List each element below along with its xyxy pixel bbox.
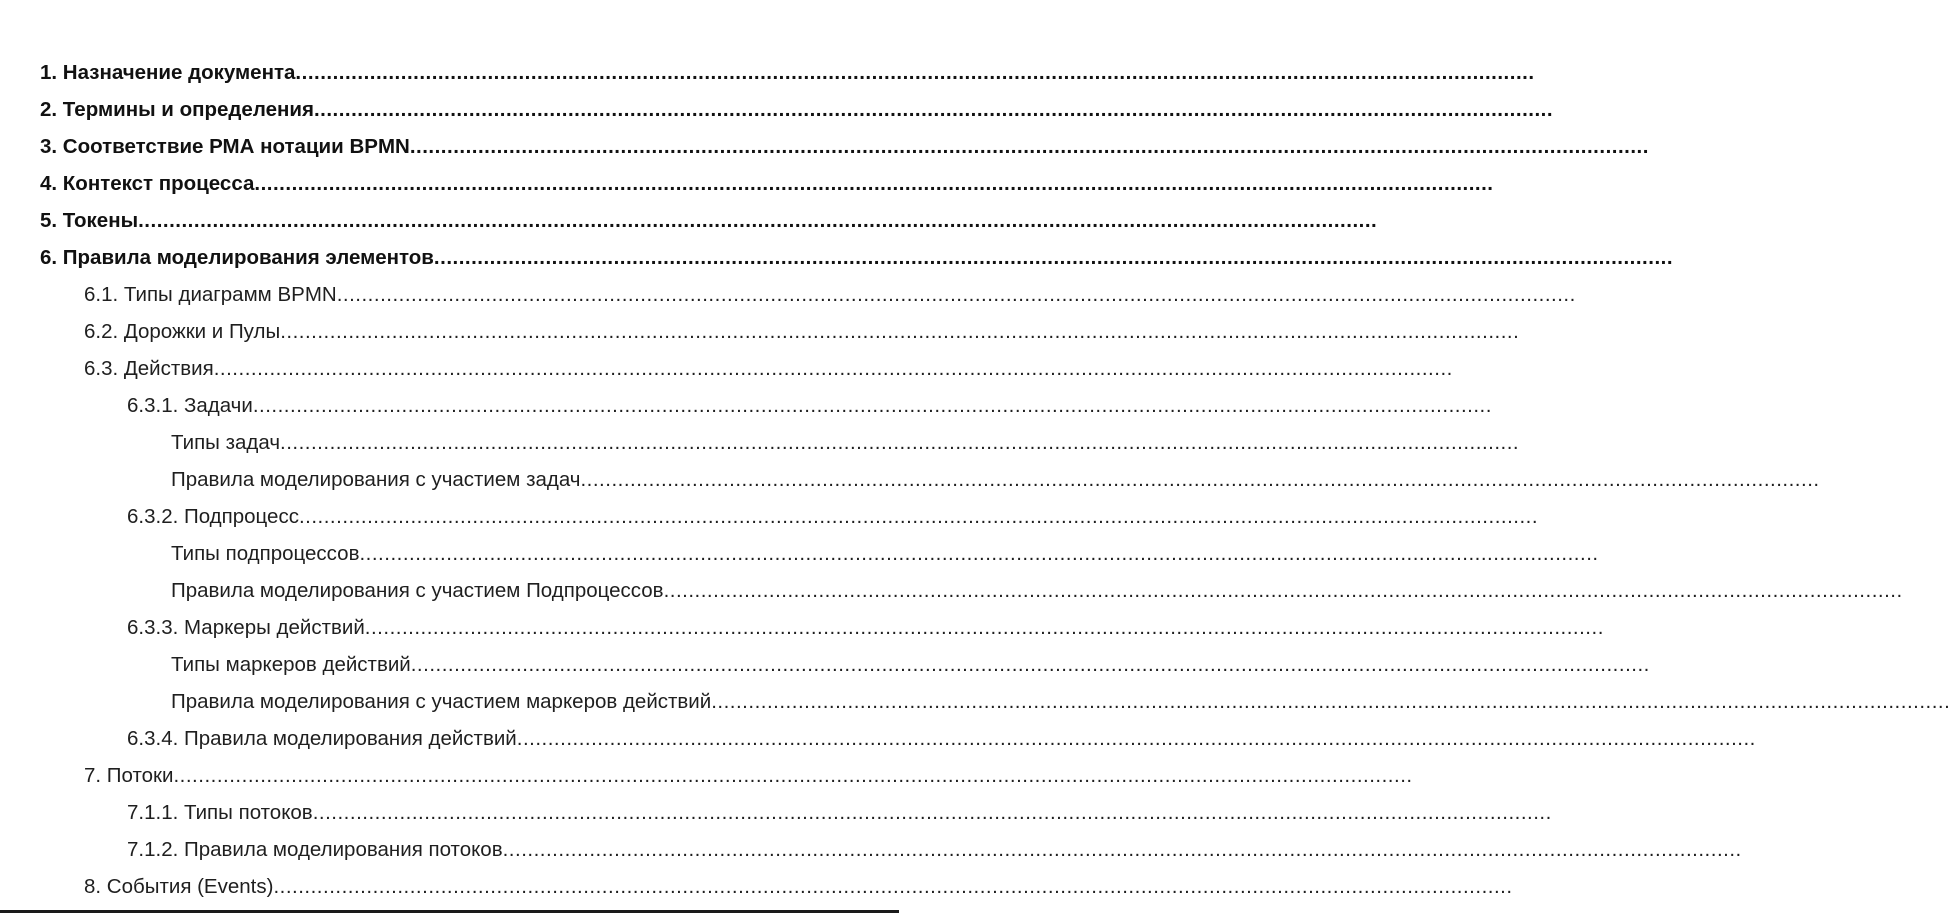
toc-entry[interactable] <box>0 239 1674 276</box>
toc-entry-title: 7. Потоки <box>84 764 174 787</box>
toc-entry-title: 7.1.2. Правила моделирования потоков <box>127 838 503 861</box>
toc-entry[interactable] <box>0 202 1378 239</box>
toc-entry-title: 6. Правила моделирования элементов <box>40 246 434 269</box>
toc-entry[interactable] <box>0 276 1576 313</box>
toc-dot-leader: ........................................................................................................................................................................................................ <box>273 875 1513 898</box>
toc-entry[interactable] <box>0 387 1492 424</box>
toc-entry-title: 6.1. Типы диаграмм BPMN <box>84 283 337 306</box>
toc-entry[interactable] <box>0 91 1554 128</box>
toc-entry-title: 7.1.1. Типы потоков <box>127 801 313 824</box>
toc-dot-leader: ........................................................................................................................................................................................................ <box>280 431 1520 454</box>
toc-entry[interactable] <box>0 572 1903 609</box>
toc-entry[interactable] <box>0 313 1520 350</box>
toc-entry[interactable] <box>0 498 1539 535</box>
toc-dot-leader: ........................................................................................................................................................................................................ <box>298 505 1539 528</box>
toc-entry-title: 3. Соответствие РМА нотации BPMN <box>40 135 410 158</box>
toc-entry[interactable] <box>0 535 1599 572</box>
toc-entry[interactable] <box>0 54 1535 91</box>
toc-entry[interactable] <box>0 165 1494 202</box>
toc-dot-leader: ........................................................................................................................................................................................................ <box>252 394 1492 417</box>
toc-entry-title: Правила моделирования с участием маркеров действий <box>171 690 712 713</box>
toc-entry-title: 1. Назначение документа <box>40 61 296 84</box>
toc-entry-title: Типы подпроцессов <box>171 542 360 565</box>
toc-entry[interactable] <box>0 350 1453 387</box>
toc-dot-leader: ........................................................................................................................................................................................................ <box>410 653 1650 676</box>
toc-dot-leader: ........................................................................................................................................................................................................ <box>359 542 1599 565</box>
toc-dot-leader: ........................................................................................................................................................................................................ <box>280 320 1520 343</box>
toc-dot-leader: ........................................................................................................................................................................................................ <box>173 764 1413 787</box>
toc-dot-leader: ........................................................................................................................................................................................................ <box>580 468 1820 491</box>
toc-entry-title: 4. Контекст процесса <box>40 172 255 195</box>
toc-dot-leader: ........................................................................................................................................................................................................ <box>663 579 1903 602</box>
toc-entry-title: 5. Токены <box>40 209 139 232</box>
toc-entry-title: 6.3. Действия <box>84 357 214 380</box>
toc-entry[interactable] <box>0 720 1756 757</box>
toc-entry-title: Типы задач <box>171 431 280 454</box>
toc-dot-leader: ........................................................................................................................................................................................................ <box>312 801 1552 824</box>
toc-entry[interactable] <box>0 609 1604 646</box>
toc-dot-leader: ........................................................................................................................................................................................................ <box>336 283 1576 306</box>
toc-dot-leader: ........................................................................................................................................................................................................ <box>313 98 1554 121</box>
toc-dot-leader: ........................................................................................................................................................................................................ <box>502 838 1742 861</box>
toc-entry-title: 8. События (Events) <box>84 875 274 898</box>
toc-entry-title: Правила моделирования с участием задач <box>171 468 581 491</box>
toc-entry[interactable] <box>0 646 1650 683</box>
toc-entry-title: 6.3.4. Правила моделирования действий <box>127 727 517 750</box>
toc-entry-title: 6.3.1. Задачи <box>127 394 253 417</box>
toc-entry[interactable] <box>0 683 1950 720</box>
toc-entry-title: 2. Термины и определения <box>40 98 314 121</box>
toc-entry[interactable] <box>0 868 1513 905</box>
toc-dot-leader: ........................................................................................................................................................................................................ <box>516 727 1756 750</box>
toc-dot-leader: ........................................................................................................................................................................................................ <box>711 690 1950 713</box>
toc-entry-title: 6.3.2. Подпроцесс <box>127 505 299 528</box>
table-of-contents <box>0 54 1950 905</box>
toc-dot-leader: ........................................................................................................................................................................................................ <box>433 246 1674 269</box>
toc-entry[interactable] <box>0 424 1520 461</box>
toc-dot-leader: ........................................................................................................................................................................................................ <box>138 209 1378 232</box>
toc-entry-title: 6.3.3. Маркеры действий <box>127 616 365 639</box>
toc-entry-title: 6.2. Дорожки и Пулы <box>84 320 281 343</box>
toc-dot-leader: ........................................................................................................................................................................................................ <box>254 172 1494 195</box>
toc-entry[interactable] <box>0 461 1820 498</box>
toc-entry[interactable] <box>0 794 1552 831</box>
toc-entry[interactable] <box>0 757 1413 794</box>
toc-entry-title: Правила моделирования с участием Подпроцессов <box>171 579 664 602</box>
toc-entry-title: Типы маркеров действий <box>171 653 411 676</box>
toc-dot-leader: ........................................................................................................................................................................................................ <box>213 357 1453 380</box>
toc-dot-leader: ........................................................................................................................................................................................................ <box>409 135 1649 158</box>
toc-entry[interactable] <box>0 128 1649 165</box>
toc-dot-leader: ........................................................................................................................................................................................................ <box>295 61 1535 84</box>
toc-dot-leader: ........................................................................................................................................................................................................ <box>364 616 1604 639</box>
toc-entry[interactable] <box>0 831 1742 868</box>
